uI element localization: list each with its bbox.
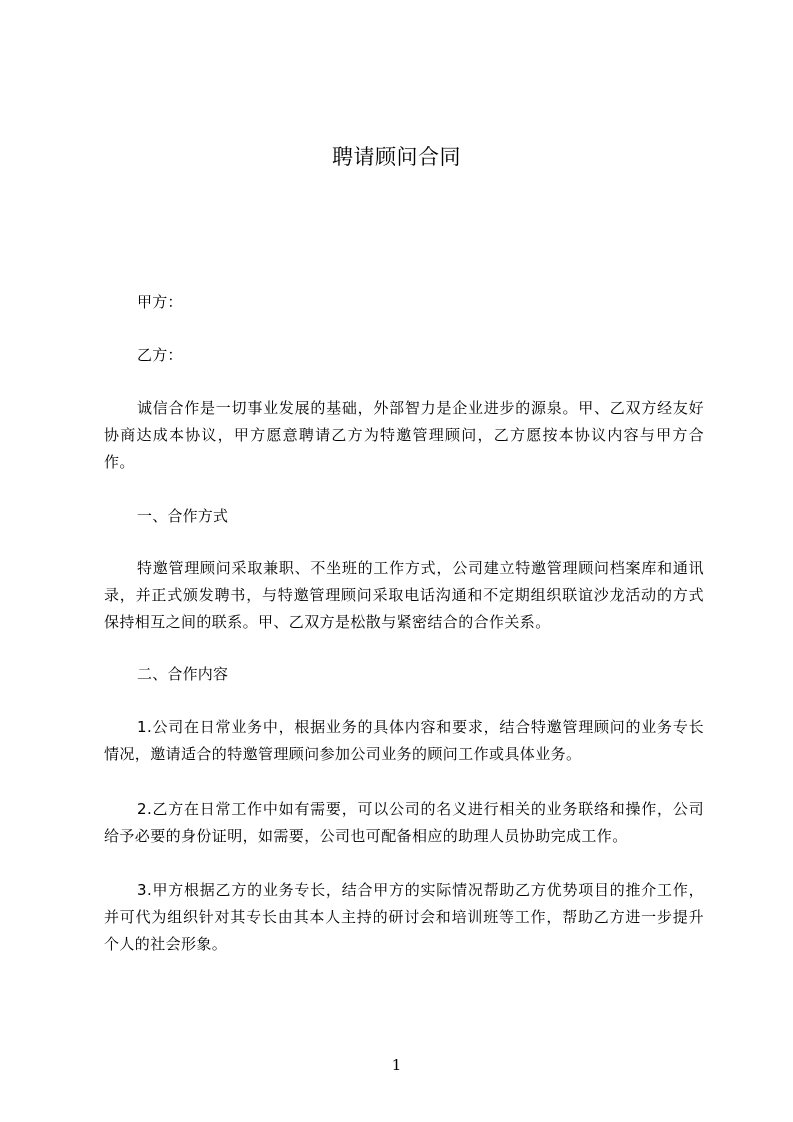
- cooperation-item-1: 1.公司在日常业务中，根据业务的具体内容和要求，结合特邀管理顾问的业务专长情况，邀请适合的特邀管理顾问参加公司业务的顾问工作或具体业务。: [104, 718, 704, 763]
- section-2-title: 二、合作内容: [137, 665, 229, 683]
- contract-title: 聘请顾问合同: [332, 145, 461, 169]
- party-b-label: 乙方：: [137, 346, 183, 364]
- cooperation-item-2: 2.乙方在日常工作中如有需要，可以公司的名义进行相关的业务联络和操作，公司给予必要的身份证明，如需要，公司也可配备相应的助理人员协助完成工作。: [104, 800, 704, 845]
- cooperation-item-3: 3.甲方根据乙方的业务专长，结合甲方的实际情况帮助乙方优势项目的推介工作，并可代为组织针对其专长由其本人主持的研讨会和培训班等工作，帮助乙方进一步提升个人的社会形象。: [104, 881, 704, 953]
- section-1-title: 一、合作方式: [137, 507, 229, 525]
- party-a-label: 甲方：: [137, 293, 183, 311]
- section-1-paragraph: 特邀管理顾问采取兼职、不坐班的工作方式，公司建立特邀管理顾问档案库和通讯录，并正式颁发聘书，与特邀管理顾问采取电话沟通和不定期组织联谊沙龙活动的方式保持相互之间的联系。甲、乙双方是松散与紧密结合的合作关系。: [104, 559, 704, 631]
- page-number: 1: [391, 1056, 402, 1074]
- intro-paragraph: 诚信合作是一切事业发展的基础，外部智力是企业进步的源泉。甲、乙双方经友好协商达成本协议，甲方愿意聘请乙方为特邀管理顾问，乙方愿按本协议内容与甲方合作。: [104, 399, 704, 471]
